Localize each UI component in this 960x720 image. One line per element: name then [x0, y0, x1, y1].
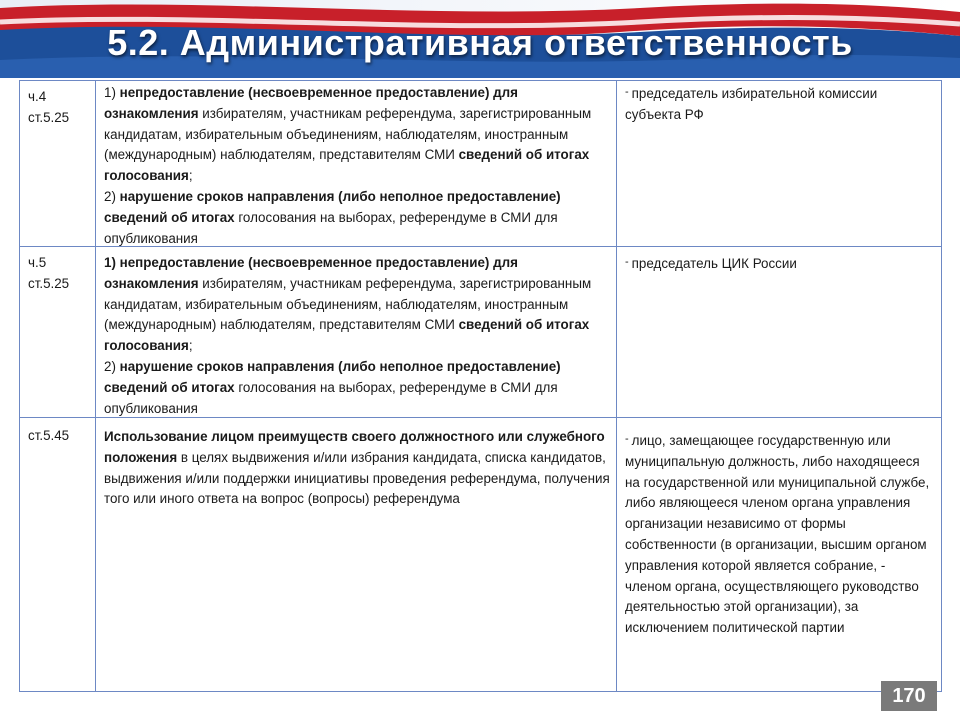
subject-cell: [617, 81, 941, 246]
header-banner: [0, 0, 960, 78]
offense-description: [96, 418, 617, 691]
bold-text-run: Использование лицом преимуществ своего должностного или служебного положения: [104, 429, 605, 465]
bold-text-run: нарушение сроков направления (либо неполное предоставление) сведений об итогах: [104, 358, 561, 395]
article-cell: [20, 81, 96, 246]
text-run: голосования на выборах, референдуме в СМИ для опубликования: [104, 379, 558, 416]
subject-cell: [617, 418, 941, 691]
text-run: ;: [188, 168, 193, 184]
article-part: ч.5: [28, 255, 47, 270]
bold-text-run: непредоставление (несвоевременное предоставление) для ознакомления: [104, 85, 518, 121]
bold-text-run: нарушение сроков направления (либо неполное предоставление) сведений об итогах: [104, 188, 561, 225]
article-number: ст.5.25: [28, 275, 70, 291]
text-run: избирателям, участникам референдума, зарегистрированным кандидатам, избирательным объединениям, наблюдателям, иностранным (международным) наблюдателям, представителям СМИ: [104, 275, 592, 333]
text-run: 1): [104, 85, 120, 100]
article-number: ст.5.25: [28, 109, 70, 125]
text-run: избирателям, участникам референдума, зарегистрированным кандидатам, избирательным объединениям, наблюдателям, иностранным (международным) наблюдателям, представителям СМИ: [104, 105, 592, 163]
article-cell: [20, 247, 96, 417]
page-number: 170: [881, 681, 937, 711]
text-run: в целях выдвижения и/или избрания кандидата, списка кандидатов, выдвижения и/или поддержки инициативы проведения референдума, получения того или иного ответа на вопрос (вопросы) референдума: [104, 449, 610, 507]
article-number: ст.5.45: [28, 428, 70, 443]
offense-description: [96, 247, 617, 417]
subject-cell: [617, 247, 941, 417]
bullet-icon: -: [625, 86, 629, 98]
bullet-icon: -: [625, 256, 629, 268]
bold-text-run: сведений об итогах голосования: [104, 317, 590, 354]
bullet-icon: -: [625, 433, 629, 445]
text-run: 2): [104, 358, 120, 374]
offense-description: [96, 81, 617, 246]
text-run: голосования на выборах, референдуме в СМИ для опубликования: [104, 209, 558, 246]
bold-text-run: сведений об итогах голосования: [104, 147, 590, 184]
subject-text: председатель избирательной комиссии субъекта РФ: [625, 86, 878, 122]
text-run: ;: [188, 338, 193, 354]
subject-text: председатель ЦИК России: [631, 256, 797, 271]
article-cell: [20, 418, 96, 691]
table-row: [20, 247, 941, 418]
text-run: 2): [104, 188, 120, 204]
bold-text-run: 1) непредоставление (несвоевременное предоставление) для ознакомления: [104, 255, 518, 291]
table-row: [20, 418, 941, 691]
page-title: 5.2. Административная ответственность: [107, 22, 853, 63]
subject-text: лицо, замещающее государственную или муниципальную должность, либо находящееся на государственной или муниципальной службе, либо являющееся членом органа управления организации независимо от формы собственности (в организации, высшим органом управления которой является собрание, - членом органа, осуществляющего руководство деятельностью этой организации), за исключением политической партии: [625, 433, 930, 636]
responsibility-table: [19, 80, 942, 692]
table-row: [20, 81, 941, 247]
article-part: ч.4: [28, 89, 47, 104]
